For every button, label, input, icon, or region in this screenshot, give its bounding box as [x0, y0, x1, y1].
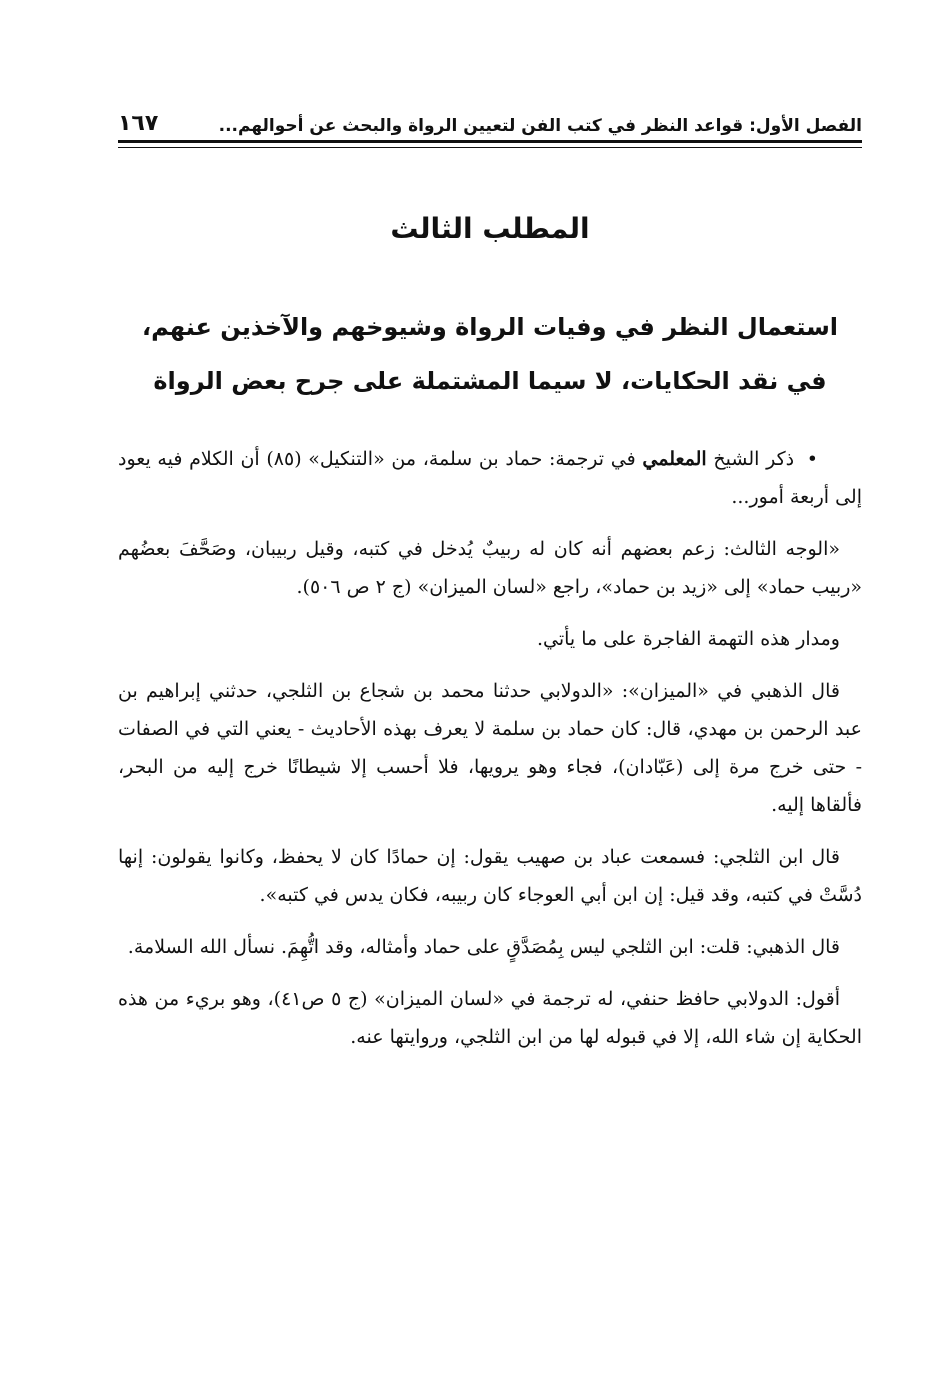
paragraph-2: «الوجه الثالث: زعم بعضهم أنه كان له ربيبٌ يُدخل في كتبه، وقيل ربيبان، وصَحَّفَ بعضُهم «ربيب حماد» إلى «زيد بن حماد»، راجع «لسان الميزان» (ج ٢ ص ٥٠٦).: [118, 538, 862, 598]
bullet-icon: •: [806, 448, 819, 470]
running-header: [118, 96, 862, 136]
paragraph-1-after: في ترجمة: حماد بن سلمة، من «التنكيل» (٨٥) أن الكلام فيه يعود إلى أربعة أمور...: [118, 448, 862, 508]
chapter-title-line-2: في نقد الحكايات، لا سيما المشتملة على جرح بعض الرواة: [153, 367, 827, 395]
section-title: المطلب الثالث: [390, 212, 590, 245]
body-text: [118, 440, 862, 1070]
paragraph-7: أقول: الدولابي حافظ حنفي، له ترجمة في «لسان الميزان» (ج ٥ ص٤١)، وهو بريء من هذه الحكاية إن شاء الله، إلا في قبوله لها من ابن الثلجي، وروايتها عنه.: [118, 988, 862, 1048]
paragraph-4: قال الذهبي في «الميزان»: «الدولابي حدثنا محمد بن شجاع بن الثلجي، حدثني إبراهيم بن عبد الرحمن بن مهدي، قال: كان حماد بن سلمة لا يعرف بهذه الأحاديث - يعني التي في الصفات - حتى خرج مرة إلى (عَبّادان)، فجاء وهو يرويها، فلا أحسب إلا شيطانًا خرج إليه من البحر، فألقاها إليه.: [118, 680, 862, 816]
header-rule-thin: [118, 147, 862, 148]
paragraph-5: قال ابن الثلجي: فسمعت عباد بن صهيب يقول: إن حمادًا كان لا يحفظ، وكانوا يقولون: إنها دُسَّتْ في كتبه، وقد قيل: إن ابن أبي العوجاء كان ربيبه، فكان يدس في كتبه».: [118, 846, 862, 906]
paragraph-3: ومدار هذه التهمة الفاجرة على ما يأتي.: [536, 628, 840, 650]
page-number: ١٦٧: [118, 111, 159, 136]
paragraph-1: [118, 440, 862, 516]
chapter-title: [118, 300, 862, 408]
chapter-title-line-1: استعمال النظر في وفيات الرواة وشيوخهم والآخذين عنهم،: [141, 313, 839, 341]
paragraph-6: قال الذهبي: قلت: ابن الثلجي ليس بِمُصَدَّقٍ على حماد وأمثاله، وقد اتُّهِمَ. نسأل الله السلامة.: [127, 936, 840, 958]
header-rule-thick: [118, 140, 862, 143]
running-header-title: الفصل الأول: قواعد النظر في كتب الفن لتعيين الرواة والبحث عن أحوالهم...: [218, 116, 862, 136]
paragraph-1-before: ذكر الشيخ: [713, 448, 795, 470]
scholar-name: المعلمي: [642, 448, 707, 470]
